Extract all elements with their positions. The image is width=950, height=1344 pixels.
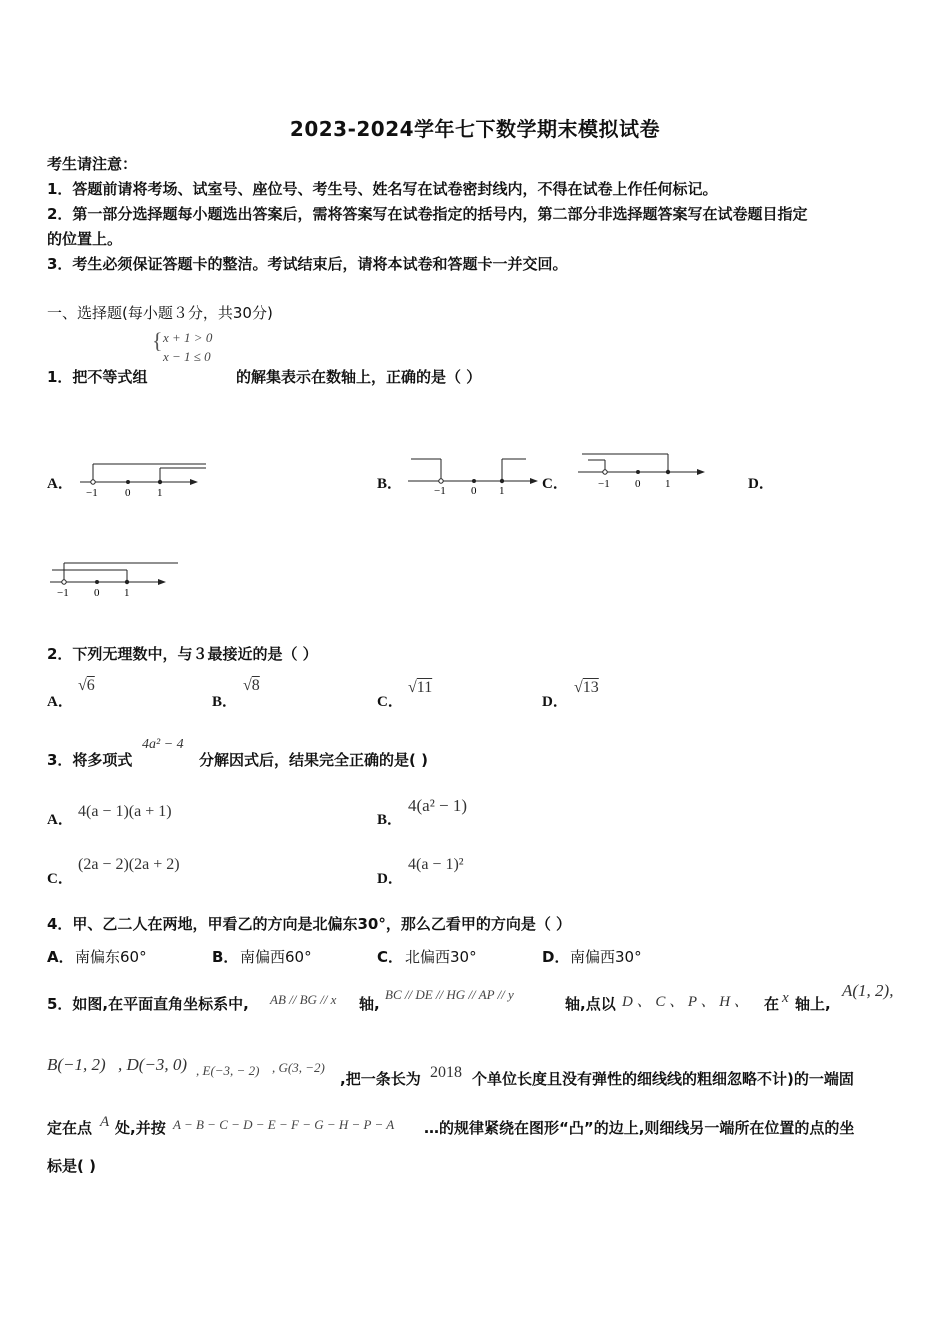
notice-item: 2．第一部分选择题每小题选出答案后，需将答案写在试卷指定的括号内，第二部分非选择题答案写在试卷题目指定 xyxy=(47,205,808,223)
radicand: 8 xyxy=(251,677,260,694)
q5-text: 在 xyxy=(764,995,780,1013)
section-heading: 一、选择题(每小题３分，共30分) xyxy=(47,304,273,322)
tick-label: 1 xyxy=(157,487,163,499)
page-title: 2023-2024学年七下数学期末模拟试卷 xyxy=(289,117,661,141)
q1-system-line2: x − 1 ≤ 0 xyxy=(163,349,211,364)
option-label-b: B． xyxy=(212,694,238,710)
q4-option-d: 南偏西30° xyxy=(570,948,642,966)
number-line-b xyxy=(408,455,543,497)
option-label-c: C． xyxy=(47,871,73,887)
option-label-c: C． xyxy=(377,694,403,710)
option-label-b: B． xyxy=(377,476,403,492)
tick-label: 0 xyxy=(471,485,477,497)
notice-item: 的位置上。 xyxy=(47,230,123,248)
tick-label: 0 xyxy=(94,587,100,599)
option-label-a: A． xyxy=(47,948,74,966)
q5-path: A − B − C − D − E − F − G − H − P − A xyxy=(173,1117,395,1132)
q2-text: 2．下列无理数中，与３最接近的是（ ） xyxy=(47,645,318,663)
q5-text: 个单位长度且没有弹性的细线线的粗细忽略不计)的一端固 xyxy=(472,1070,854,1088)
q3-prefix: 3．将多项式 xyxy=(47,751,133,769)
tick-label: 1 xyxy=(124,587,130,599)
option-label-d: D． xyxy=(748,476,774,492)
option-label-d: D． xyxy=(377,871,403,887)
q1-prefix: 1．把不等式组 xyxy=(47,368,148,386)
system-brace: { xyxy=(152,328,163,353)
q2-option-d: √13 xyxy=(574,679,599,696)
q3-option-c: (2a − 2)(2a + 2) xyxy=(78,856,180,873)
q3-option-a: 4(a − 1)(a + 1) xyxy=(78,803,172,820)
q5-text: 定在点 xyxy=(47,1119,93,1137)
q4-option-b: 南偏西60° xyxy=(240,948,312,966)
q5-math: BC // DE // HG // AP // y xyxy=(385,987,514,1002)
tick-label: 0 xyxy=(635,478,641,490)
q3-expr: 4a² − 4 xyxy=(142,737,184,752)
notice-item: 3．考生必须保证答题卡的整洁。考试结束后，请将本试卷和答题卡一并交回。 xyxy=(47,255,568,273)
option-label-b: B． xyxy=(212,948,239,966)
q5-length: 2018 xyxy=(430,1064,462,1081)
q3-option-b: 4(a² − 1) xyxy=(408,796,468,815)
option-label-a: A． xyxy=(47,476,73,492)
q5-point-a: A(1, 2), xyxy=(842,981,894,1000)
q5-math: x xyxy=(782,990,789,1006)
tick-label: −1 xyxy=(57,587,69,599)
tick-label: −1 xyxy=(598,478,610,490)
q5-points: D 、 C 、 P 、 H 、 xyxy=(622,994,749,1010)
radicand: 11 xyxy=(416,679,433,696)
radicand: 13 xyxy=(582,679,599,696)
option-label-d: D． xyxy=(542,948,570,966)
tick-label: 1 xyxy=(499,485,505,497)
q4-text: 4．甲、乙二人在两地，甲看乙的方向是北偏东30°，那么乙看甲的方向是（ ） xyxy=(47,915,572,933)
number-line-c xyxy=(578,452,713,494)
q5-text: ,把一条长为 xyxy=(340,1070,421,1088)
option-label-b: B． xyxy=(377,812,403,828)
q5-text: 轴, xyxy=(359,995,380,1013)
q4-option-c: 北偏西30° xyxy=(405,948,477,966)
number-line-d xyxy=(50,558,185,600)
tick-label: 1 xyxy=(665,478,671,490)
tick-label: −1 xyxy=(86,487,98,499)
option-label-c: C． xyxy=(542,476,568,492)
q1-suffix: 的解集表示在数轴上，正确的是（ ） xyxy=(236,368,482,386)
radicand: 6 xyxy=(86,677,95,694)
number-line-a xyxy=(80,458,210,500)
q2-option-c: √11 xyxy=(408,679,433,696)
q2-option-b: √8 xyxy=(243,677,260,694)
q5-point-label: A xyxy=(100,1114,110,1130)
q5-point-d: , D(−3, 0) xyxy=(118,1055,188,1074)
tick-label: 0 xyxy=(125,487,131,499)
option-label-a: A． xyxy=(47,694,73,710)
q5-text: 轴,点以 xyxy=(565,995,616,1013)
q5-point-b: B(−1, 2) xyxy=(47,1055,106,1074)
q5-text: 处,并按 xyxy=(115,1119,166,1137)
notice-heading: 考生请注意： xyxy=(47,155,138,173)
notice-item: 1．答题前请将考场、试室号、座位号、考生号、姓名写在试卷密封线内，不得在试卷上作任何标记。 xyxy=(47,180,718,198)
q2-option-a: √6 xyxy=(78,677,95,694)
q4-option-a: 南偏东60° xyxy=(75,948,147,966)
q5-line1-a: 5．如图,在平面直角坐标系中, xyxy=(47,995,249,1013)
q5-text: 轴上, xyxy=(795,995,831,1013)
q5-text: 标是( ) xyxy=(47,1157,96,1175)
q5-text: …的规律紧绕在图形“凸”的边上,则细线另一端所在位置的点的坐 xyxy=(424,1119,855,1137)
q5-math: AB // BG // x xyxy=(270,992,337,1007)
q5-point-g: , G(3, −2) xyxy=(272,1060,325,1075)
tick-label: −1 xyxy=(434,485,446,497)
q5-point-e: , E(−3, − 2) xyxy=(196,1063,260,1078)
option-label-d: D． xyxy=(542,694,568,710)
option-label-a: A． xyxy=(47,812,73,828)
q3-option-d: 4(a − 1)² xyxy=(408,856,464,873)
q3-suffix: 分解因式后，结果完全正确的是( ) xyxy=(199,751,428,769)
option-label-c: C． xyxy=(377,948,404,966)
q1-system-line1: x + 1 > 0 xyxy=(163,330,213,345)
